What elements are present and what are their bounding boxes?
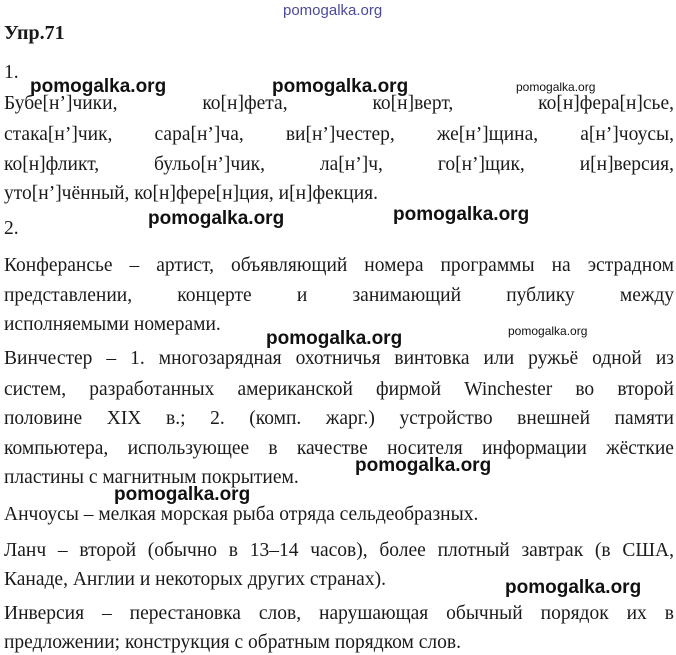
- word: второй: [79, 540, 137, 561]
- word: нарушающая: [319, 603, 429, 624]
- word: слов,: [258, 603, 302, 624]
- definition-line: [4, 603, 674, 625]
- word: в: [664, 603, 674, 624]
- word: ви[н’]честер,: [285, 124, 395, 145]
- word: и[н]версия,: [579, 154, 674, 175]
- word: артист,: [156, 255, 214, 276]
- watermark-text: pomogalka.org: [508, 324, 588, 338]
- word: памяти: [614, 408, 674, 429]
- watermark-text: pomogalka.org: [114, 484, 251, 505]
- word: завтрак: [521, 540, 584, 561]
- word: Winchester: [464, 379, 553, 400]
- word: многозарядная: [158, 348, 282, 369]
- word: Винчестер: [4, 348, 93, 369]
- word: плотный: [437, 540, 510, 561]
- word: внешней: [517, 408, 591, 429]
- definition-line: [4, 540, 674, 562]
- word: на: [551, 255, 571, 276]
- word: перестановка: [129, 603, 241, 624]
- word: США,: [622, 540, 674, 561]
- word: –: [102, 603, 112, 624]
- word: (обычно: [147, 540, 218, 561]
- word: их: [626, 603, 647, 624]
- definition-line: [4, 408, 674, 430]
- word: фирмой: [376, 379, 442, 400]
- definition-line: исполняемыми номерами.: [4, 314, 221, 335]
- word-row: [4, 154, 674, 176]
- watermark-text: pomogalka.org: [266, 328, 403, 349]
- word: в: [268, 438, 278, 459]
- definition-line: [4, 285, 674, 307]
- word: ла[н’]ч,: [319, 154, 383, 175]
- word: стака[н’]чик,: [4, 124, 113, 145]
- word: между: [619, 285, 674, 306]
- exercise-title: Упр.71: [4, 22, 65, 44]
- word: второй: [617, 379, 674, 400]
- word: –: [57, 540, 68, 561]
- word: сара[н’]ча,: [154, 124, 244, 145]
- word: из: [655, 348, 674, 369]
- word: же[н’]щина,: [436, 124, 539, 145]
- word: качестве: [296, 438, 368, 459]
- word: разработанных: [89, 379, 215, 400]
- word: использующее: [127, 438, 250, 459]
- word: или: [483, 348, 515, 369]
- word: устройство: [399, 408, 493, 429]
- definition-line: предложении; конструкция с обратным порядком слов.: [4, 632, 461, 653]
- word-line: уто[н’]чённый, ко[н]фере[н]ция, и[н]фекция.: [4, 183, 379, 204]
- word: Инверсия: [4, 603, 85, 624]
- word: часов),: [310, 540, 368, 561]
- word: американской: [237, 379, 353, 400]
- word: охотничья: [295, 348, 381, 369]
- word: номера: [364, 255, 424, 276]
- word: ко[н]верт,: [372, 93, 454, 114]
- word: в: [228, 540, 238, 561]
- word: жёсткие: [606, 438, 674, 459]
- definition-line: [4, 379, 674, 401]
- word: (комп.: [249, 408, 302, 429]
- word: винтовка: [394, 348, 470, 369]
- word: ружьё: [528, 348, 579, 369]
- word: 1.: [130, 348, 145, 369]
- word: го[н’]щик,: [437, 154, 525, 175]
- word: ко[н]фликт,: [4, 154, 100, 175]
- definition-line: [4, 438, 674, 460]
- word: порядок: [540, 603, 609, 624]
- part-number: 1.: [4, 62, 19, 83]
- word-row: [4, 93, 674, 115]
- word: ко[н]фера[н]сье,: [538, 93, 674, 114]
- word: Конферансье: [4, 255, 113, 276]
- watermark-text: pomogalka.org: [283, 2, 383, 19]
- definition-line: [4, 255, 674, 277]
- part-number: 2.: [4, 218, 19, 239]
- word: одной: [592, 348, 642, 369]
- watermark-text: pomogalka.org: [30, 76, 167, 97]
- definition-line: Канаде, Англии и некоторых других странах).: [4, 569, 386, 590]
- word: во: [575, 379, 595, 400]
- word: а[н’]чоусы,: [580, 124, 674, 145]
- word: концерте: [177, 285, 252, 306]
- word: бульо[н’]чик,: [154, 154, 265, 175]
- word: компьютера,: [4, 438, 109, 459]
- watermark-text: pomogalka.org: [516, 80, 596, 94]
- definition-line: [4, 348, 674, 370]
- word: систем,: [4, 379, 67, 400]
- word: объявляющий: [230, 255, 348, 276]
- word: ко[н]фета,: [202, 93, 288, 114]
- watermark-text: pomogalka.org: [505, 577, 642, 598]
- word: –: [106, 348, 117, 369]
- word: жарг.): [325, 408, 375, 429]
- watermark-text: pomogalka.org: [272, 76, 409, 97]
- word: половине: [4, 408, 83, 429]
- word: в.;: [165, 408, 186, 429]
- word: –: [129, 255, 140, 276]
- word: информации: [481, 438, 587, 459]
- word: программы: [440, 255, 535, 276]
- definition-line: пластины с магнитным покрытием.: [4, 467, 299, 488]
- word-row: [4, 124, 674, 146]
- word: публику: [506, 285, 575, 306]
- word: эстрадном: [587, 255, 674, 276]
- word: более: [379, 540, 426, 561]
- watermark-text: pomogalka.org: [355, 455, 492, 476]
- word: представлении,: [4, 285, 133, 306]
- word: Ланч: [4, 540, 47, 561]
- word: 2.: [210, 408, 225, 429]
- word: занимающий: [352, 285, 462, 306]
- word: XIX: [106, 408, 142, 429]
- word: 13–14: [249, 540, 299, 561]
- definition-line: Анчоусы – мелкая морская рыба отряда сельдеобразных.: [4, 504, 479, 525]
- word: и: [296, 285, 308, 306]
- watermark-text: pomogalka.org: [393, 204, 530, 225]
- word: обычный: [446, 603, 523, 624]
- word: (в: [594, 540, 611, 561]
- word: носителя: [387, 438, 463, 459]
- watermark-text: pomogalka.org: [148, 208, 285, 229]
- word: Бубе[н’]чики,: [4, 93, 118, 114]
